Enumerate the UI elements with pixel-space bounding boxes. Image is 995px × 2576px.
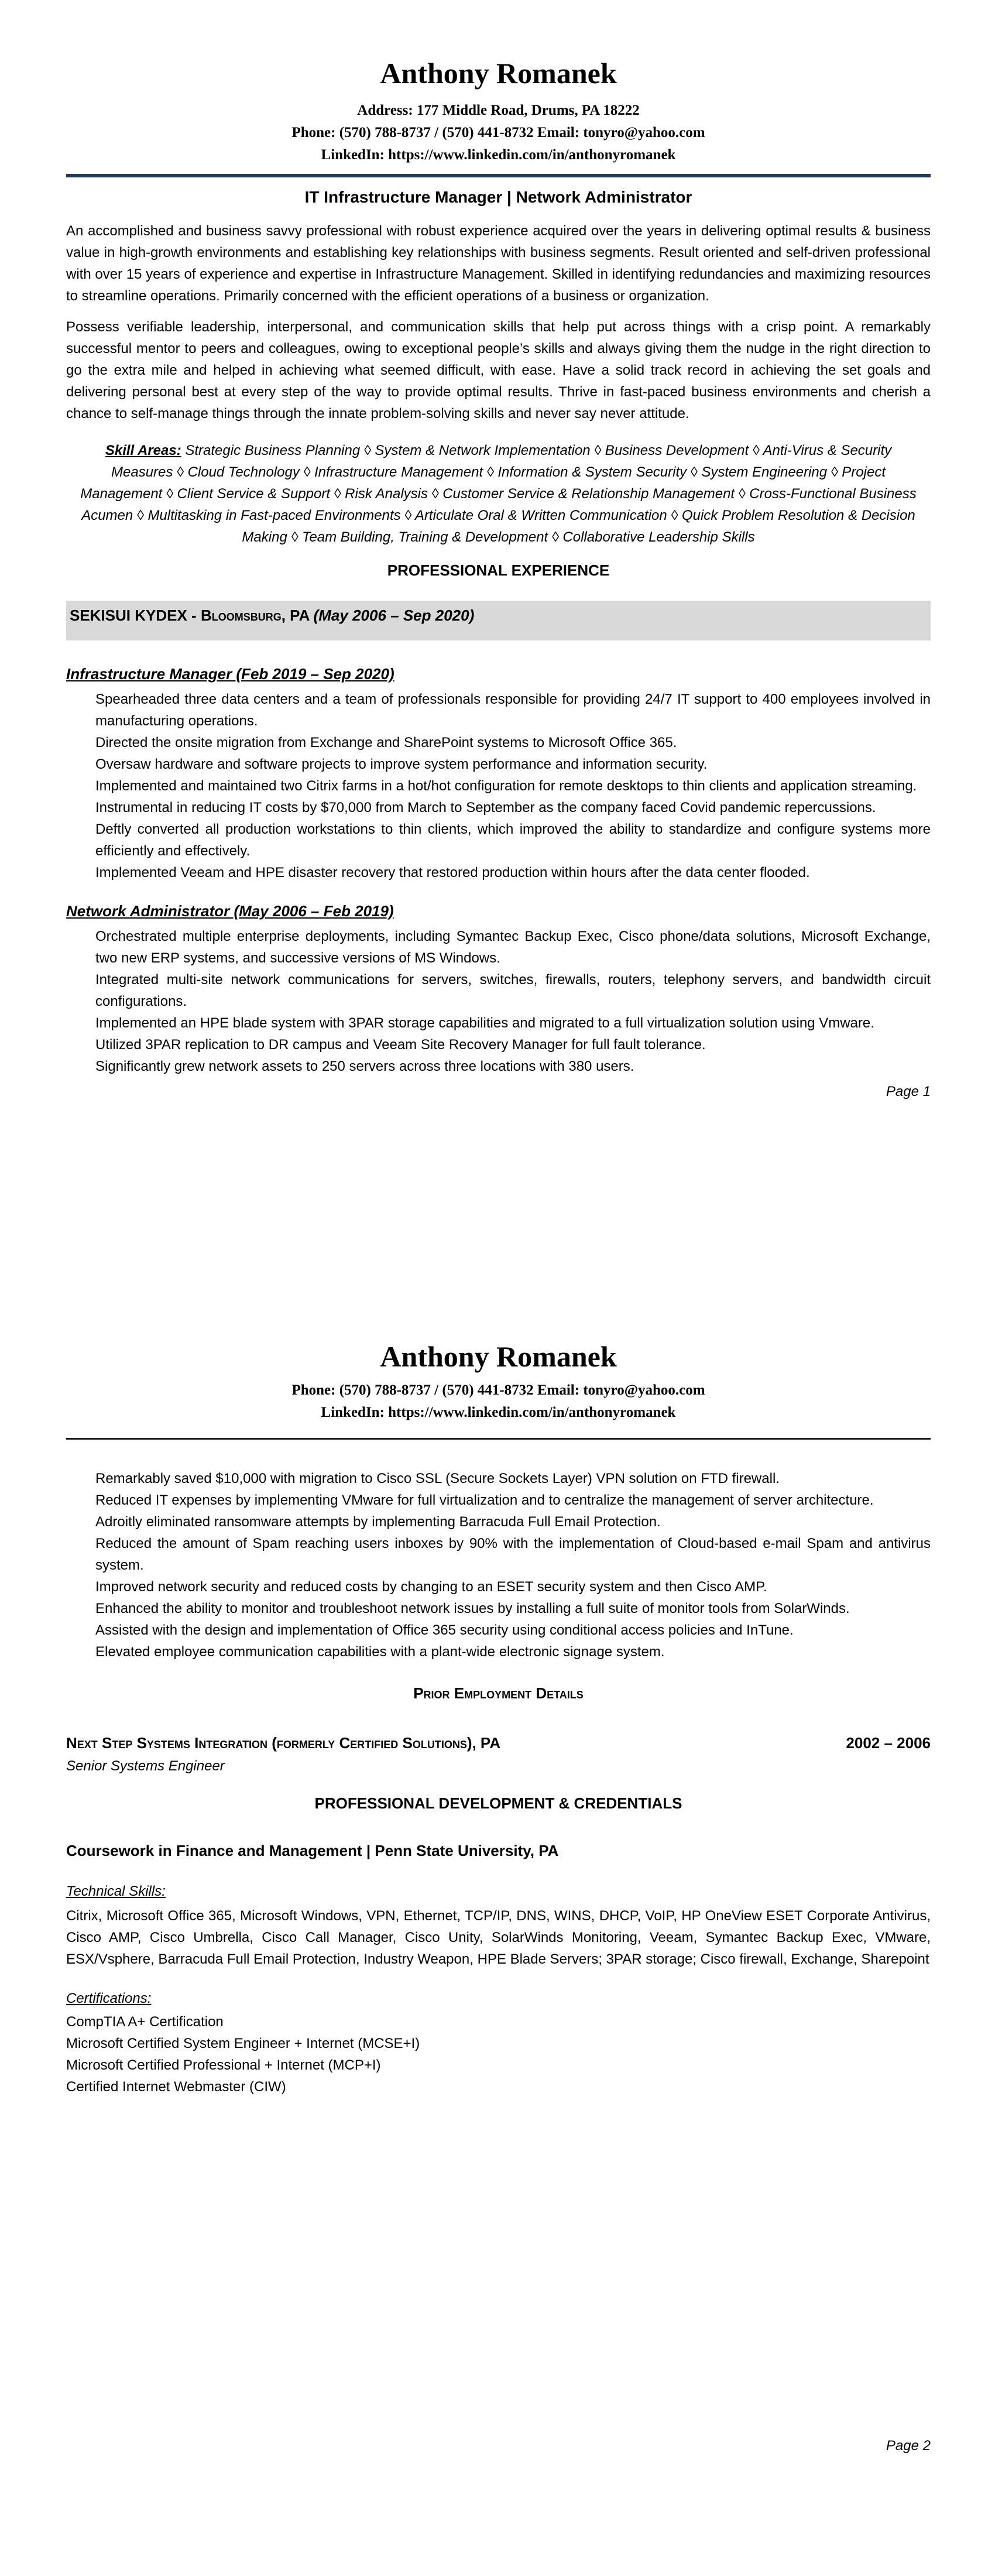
page1-header: [66, 56, 931, 207]
experience-bullet: Reduced the amount of Spam reaching users inboxes by 90% with the implementation of Cloud-based e-mail Spam and antivirus system.: [95, 1536, 931, 1573]
coursework-line: Coursework in Finance and Management | Penn State University, PA: [66, 1842, 559, 1859]
section-heading-professional-experience: PROFESSIONAL EXPERIENCE: [387, 561, 610, 579]
experience-bullet: Implemented Veeam and HPE disaster recovery that restored production within hours after the data center flooded.: [95, 865, 810, 881]
linkedin-line: LinkedIn: https://www.linkedin.com/in/anthonyromanek: [321, 147, 676, 163]
page2-header: [66, 1340, 931, 1440]
network-administrator-bullets: [95, 926, 931, 1077]
experience-bullet: Utilized 3PAR replication to DR campus and Veeam Site Recovery Manager for full fault tolerance.: [95, 1037, 706, 1053]
address-line: Address: 177 Middle Road, Drums, PA 18222: [357, 102, 640, 118]
experience-bullet: Instrumental in reducing IT costs by $70,000 from March to September as the company faced Covid pandemic repercussions.: [95, 800, 876, 816]
experience-bullet: Deftly converted all production workstations to thin clients, which improved the ability to standardize and configure systems more efficiently and effectively.: [95, 821, 931, 859]
skill-areas-label: Skill Areas:: [105, 443, 181, 458]
technical-skills-label: Technical Skills:: [66, 1883, 166, 1899]
prior-employment-row: [66, 1733, 931, 1753]
summary-paragraph-2: Possess verifiable leadership, interpersonal, and communication skills that help put across things with a crisp point. A remarkably successful mentor to peers and colleagues, owing to exceptional people’s skills and always giving them the nudge in the right direction to go the extra mile and helped in achieving what seemed difficult, with ease. Have a solid track record in achieving the set goals and delivering personal best at every step of the way to provide optimal results. Thrive in fast-paced business environments and cherish a chance to self-manage things through the innate problem-solving skills and never say never attitude.: [66, 319, 931, 422]
skill-areas-text: Strategic Business Planning ◊ System & Network Implementation ◊ Business Development ◊ Anti-Virus & Security Measures ◊ Cloud Technology ◊ Infrastructure Management ◊ Information & System Security ◊ System Engineering ◊ Project Management ◊ Client Service & Support ◊ Risk Analysis ◊ Customer Service & Relationship Management ◊ Cross-Functional Business Acumen ◊ Multitasking in Fast-paced Environments ◊ Articulate Oral & Written Communication ◊ Quick Problem Resolution & Decision Making ◊ Team Building, Training & Development ◊ Collaborative Leadership Skills: [80, 443, 917, 545]
candidate-name: Anthony Romanek: [380, 57, 617, 90]
summary-paragraph-1: An accomplished and business savvy professional with robust experience acquired over the years in delivering optimal results & business value in high-growth environments and establishing key relationships with business segments. Result oriented and self-driven professional with over 15 years of experience and expertise in Infrastructure Management. Skilled in identifying redundancies and maximizing resources to streamline operations. Primarily concerned with the efficient operations of a business or organization.: [66, 223, 931, 304]
page-number-2: Page 2: [886, 2438, 931, 2454]
infrastructure-manager-bullets: [95, 688, 931, 883]
experience-bullet: Assisted with the design and implementation of Office 365 security using conditional access policies and InTune.: [95, 1622, 794, 1638]
role-title-network-administrator: Network Administrator (May 2006 – Feb 2019): [66, 902, 394, 920]
certifications-list: [66, 2011, 931, 2098]
technical-skills-text: Citrix, Microsoft Office 365, Microsoft Windows, VPN, Ethernet, TCP/IP, DNS, WINS, DHCP, VoIP, HP OneView ESET Corporate Antivirus, Cisco AMP, Cisco Umbrella, Cisco Call Manager, Cisco Unity, SolarWinds Monitoring, Veeam, Symantec Backup Exec, VMware, ESX/Vsphere, Barracuda Full Email Protection, Industry Weapon, HPE Blade Servers; 3PAR storage; Cisco firewall, Exchange, Sharepoint: [66, 1908, 931, 1967]
job-title: IT Infrastructure Manager | Network Administrator: [304, 188, 692, 206]
resume-page-2: [0, 1288, 995, 2576]
prior-company: Next Step Systems Integration (formerly Certified Solutions), PA: [66, 1734, 501, 1752]
experience-bullet: Implemented and maintained two Citrix farms in a hot/hot configuration for remote desktops to thin clients and application streaming.: [95, 778, 917, 794]
company-city: Bloomsburg: [200, 607, 282, 624]
experience-bullet: Significantly grew network assets to 250 servers across three locations with 380 users.: [95, 1059, 634, 1074]
experience-bullet: Enhanced the ability to monitor and troubleshoot network issues by installing a full suite of monitor tools from SolarWinds.: [95, 1601, 850, 1616]
experience-bullet: Remarkably saved $10,000 with migration to Cisco SSL (Secure Sockets Layer) VPN solution on FTD firewall.: [95, 1471, 780, 1486]
certifications-label: Certifications:: [66, 1991, 152, 2006]
certification-item: Certified Internet Webmaster (CIW): [66, 2079, 286, 2095]
certification-item: Microsoft Certified System Engineer + Internet (MCSE+I): [66, 2036, 420, 2051]
experience-bullet: Spearheaded three data centers and a team of professionals responsible for providing 24/7 IT support to 400 employees involved in manufacturing operations.: [95, 691, 931, 729]
phone-email-line: Phone: (570) 788-8737 / (570) 441-8732 Email: tonyro@yahoo.com: [291, 1382, 705, 1398]
skill-areas-paragraph: [66, 440, 931, 548]
experience-bullet: Oversaw hardware and software projects to improve system performance and information security.: [95, 756, 708, 772]
candidate-name: Anthony Romanek: [380, 1340, 617, 1373]
linkedin-line: LinkedIn: https://www.linkedin.com/in/anthonyromanek: [321, 1405, 676, 1420]
network-administrator-bullets-continued: [95, 1468, 931, 1663]
experience-bullet: Adroitly eliminated ransomware attempts by implementing Barracuda Full Email Protection.: [95, 1514, 661, 1530]
page-number-1: Page 1: [886, 1084, 931, 1099]
experience-bullet: Orchestrated multiple enterprise deployments, including Symantec Backup Exec, Cisco phone/data solutions, Microsoft Exchange, two new ERP systems, and successive versions of MS Windows.: [95, 929, 931, 966]
role-title-infrastructure-manager: Infrastructure Manager (Feb 2019 – Sep 2020): [66, 665, 394, 683]
company-dates: (May 2006 – Sep 2020): [313, 607, 475, 624]
experience-bullet: Elevated employee communication capabilities with a plant-wide electronic signage system.: [95, 1644, 665, 1660]
certification-item: CompTIA A+ Certification: [66, 2014, 224, 2030]
header-divider-dark: [66, 1438, 931, 1440]
prior-dates: 2002 – 2006: [846, 1734, 931, 1752]
company-header-band: [66, 601, 931, 640]
experience-bullet: Reduced IT expenses by implementing VMware for full virtualization and to centralize the management of server architecture.: [95, 1492, 874, 1508]
section-heading-professional-development: PROFESSIONAL DEVELOPMENT & CREDENTIALS: [314, 1794, 682, 1812]
experience-bullet: Integrated multi-site network communications for servers, switches, firewalls, routers, telephony servers, and bandwidth circuit configurations.: [95, 972, 931, 1009]
company-state: , PA: [281, 607, 314, 624]
certification-item: Microsoft Certified Professional + Internet (MCP+I): [66, 2057, 381, 2073]
section-heading-prior-employment: Prior Employment Details: [413, 1684, 584, 1702]
prior-role-title: Senior Systems Engineer: [66, 1758, 225, 1774]
experience-bullet: Implemented an HPE blade system with 3PAR storage capabilities and migrated to a full virtualization solution using Vmware.: [95, 1015, 874, 1031]
header-divider-blue: [66, 174, 931, 177]
phone-email-line: Phone: (570) 788-8737 / (570) 441-8732 Email: tonyro@yahoo.com: [291, 125, 705, 141]
experience-bullet: Improved network security and reduced costs by changing to an ESET security system and then Cisco AMP.: [95, 1579, 767, 1595]
company-name: SEKISUI KYDEX -: [70, 607, 201, 624]
experience-bullet: Directed the onsite migration from Exchange and SharePoint systems to Microsoft Office 365.: [95, 735, 677, 751]
